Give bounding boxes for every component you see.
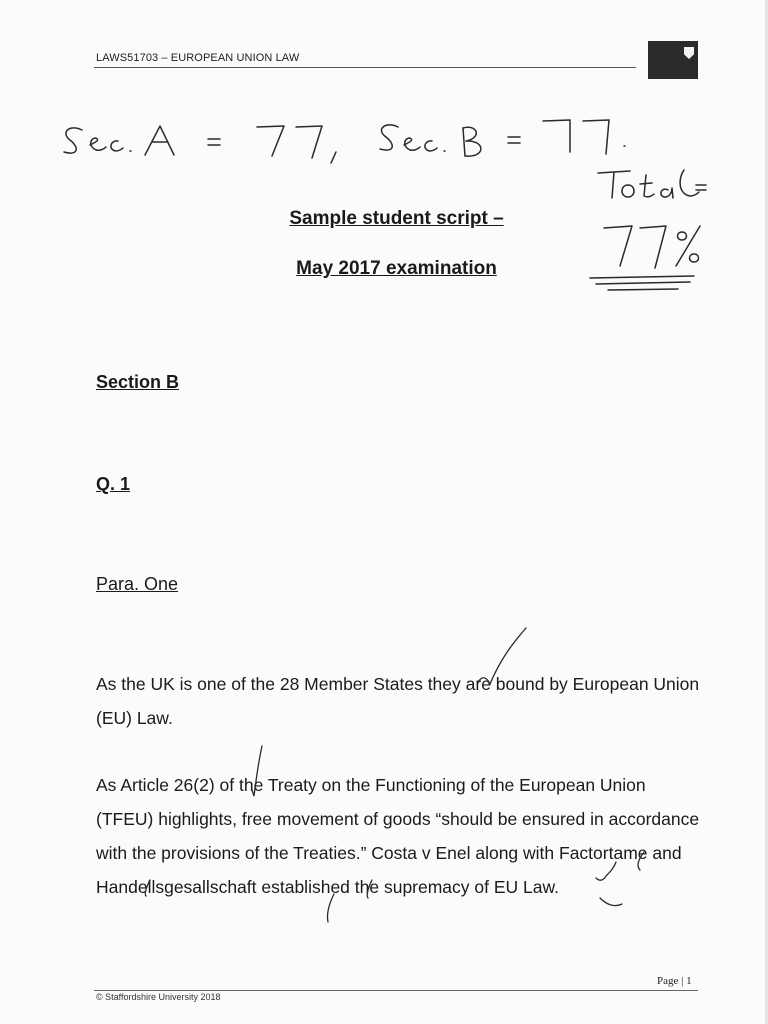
page-number: Page | 1	[657, 975, 692, 987]
header-divider	[94, 67, 636, 68]
question-heading: Q. 1	[96, 474, 131, 494]
document-title-line-1: Sample student script –	[289, 208, 504, 229]
copyright-notice: © Staffordshire University 2018	[96, 992, 221, 1002]
course-header: LAWS51703 – EUROPEAN UNION LAW	[96, 52, 300, 64]
section-heading: Section B	[96, 372, 180, 392]
footer-divider	[94, 990, 698, 991]
body-paragraph: As Article 26(2) of the Treaty on the Functioning of the European Union (TFEU) highlights, free movement of goods “should be ensured in accordance with the provisions of the Treaties.” Costa v Enel along with Factortame and Handellsgesallschaft established the supremacy of EU Law.	[96, 775, 700, 897]
university-logo	[648, 41, 698, 79]
document-title-line-2: May 2017 examination	[296, 258, 497, 279]
paragraph-heading: Para. One	[96, 574, 179, 594]
crest-icon	[684, 47, 694, 59]
body-paragraph: As the UK is one of the 28 Member States they are bound by European Union (EU) Law.	[96, 674, 700, 728]
